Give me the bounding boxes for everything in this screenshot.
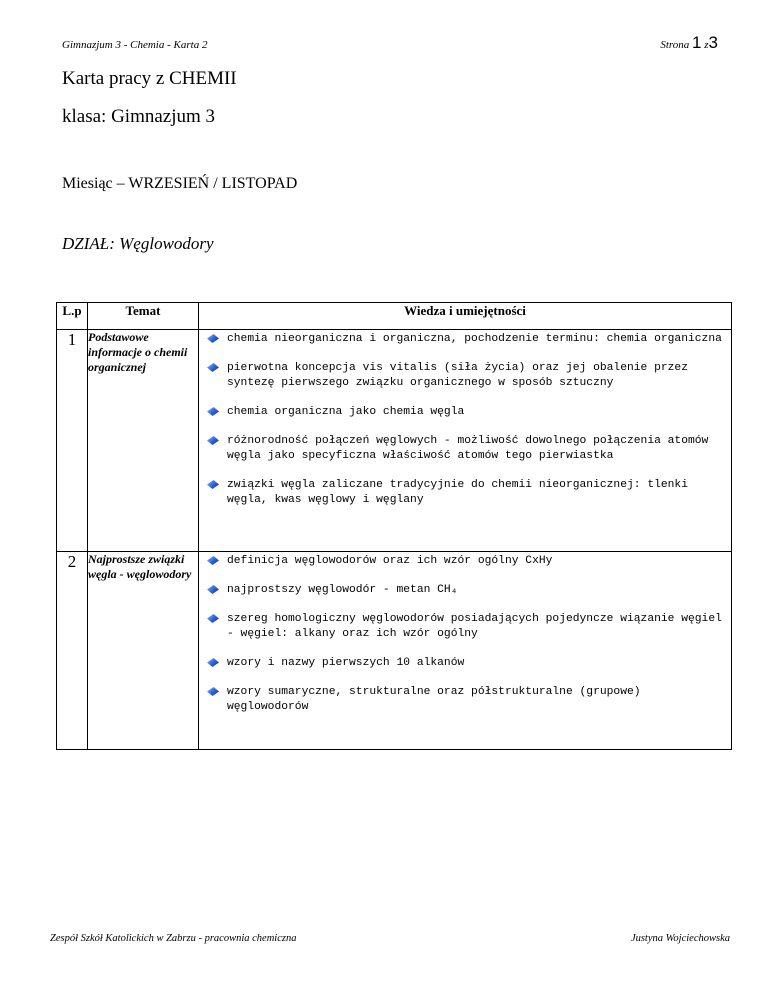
diamond-bullet-icon: [207, 658, 219, 667]
row-number: 2: [57, 552, 88, 750]
page-number: [660, 33, 718, 53]
diamond-bullet-icon: [207, 556, 219, 565]
class-label: klasa: Gimnazjum 3: [62, 106, 216, 127]
table-row: [57, 552, 732, 750]
diamond-bullet-icon: [207, 436, 219, 445]
list-item: różnorodność połączeń węglowych - możliwość dowolnego połączenia atomów węgla jako specyficzna właściwość atomów tego pierwiastka: [199, 434, 723, 464]
section-label: DZIAŁ: Węglowodory: [62, 234, 214, 253]
page-current: 1: [692, 33, 702, 52]
list-item: chemia organiczna jako chemia węgla: [199, 405, 723, 420]
row-number: 1: [57, 330, 88, 552]
month-label: Miesiąc – WRZESIEŃ / LISTOPAD: [62, 175, 298, 192]
list-item: pierwotna koncepcja vis vitalis (siła życia) oraz jej obalenie przez syntezę pierwszego związku organicznego w sposób sztuczny: [199, 361, 723, 391]
list-item: związki węgla zaliczane tradycyjnie do chemii nieorganicznej: tlenki węgla, kwas węglowy i węglany: [199, 478, 723, 508]
row-items: [199, 552, 732, 750]
list-item: definicja węglowodorów oraz ich wzór ogólny CxHy: [199, 554, 723, 569]
of-word: z: [704, 39, 709, 51]
list-item: wzory i nazwy pierwszych 10 alkanów: [199, 656, 723, 671]
page-title: Karta pracy z CHEMII: [62, 68, 237, 89]
diamond-bullet-icon: [207, 687, 219, 696]
page-total: 3: [708, 33, 718, 52]
diamond-bullet-icon: [207, 480, 219, 489]
list-item: szereg homologiczny węglowodorów posiadających pojedyncze wiązanie węgiel - węgiel: alkany oraz ich wzór ogólny: [199, 612, 723, 642]
list-item: chemia nieorganiczna i organiczna, pochodzenie terminu: chemia organiczna: [199, 332, 723, 347]
diamond-bullet-icon: [207, 334, 219, 343]
footer-left: Zespół Szkół Katolickich w Zabrzu - pracownia chemiczna: [50, 933, 297, 944]
footer-author: Justyna Wojciechowska: [630, 933, 730, 944]
diamond-bullet-icon: [207, 585, 219, 594]
table-header-row: [57, 303, 732, 330]
header-wiedza: Wiedza i umiejętności: [199, 303, 732, 330]
row-items: [199, 330, 732, 552]
diamond-bullet-icon: [207, 407, 219, 416]
diamond-bullet-icon: [207, 614, 219, 623]
page-word: Strona: [660, 39, 690, 51]
list-item: wzory sumaryczne, strukturalne oraz półstrukturalne (grupowe) węglowodorów: [199, 685, 723, 715]
list-item: najprostszy węglowodór - metan CH₄: [199, 583, 723, 598]
header-temat: Temat: [88, 303, 199, 330]
table-row: [57, 330, 732, 552]
curriculum-table: [56, 302, 732, 750]
header-lp: L.p: [57, 303, 88, 330]
row-topic: Najprostsze związki węgla - węglowodory: [88, 552, 199, 750]
diamond-bullet-icon: [207, 363, 219, 372]
row-topic: Podstawowe informacje o chemii organicznej: [88, 330, 199, 552]
header-left: Gimnazjum 3 - Chemia - Karta 2: [62, 39, 208, 51]
